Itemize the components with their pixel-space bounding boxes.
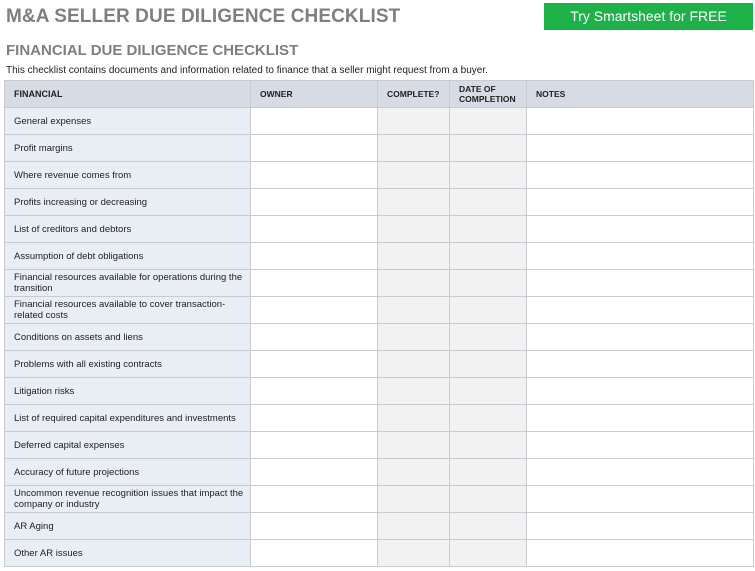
complete-cell[interactable] xyxy=(378,243,450,270)
date-of-completion-cell[interactable] xyxy=(450,162,527,189)
notes-cell[interactable] xyxy=(527,432,754,459)
checklist-item-label: Litigation risks xyxy=(5,378,251,405)
table-row xyxy=(5,540,754,567)
owner-cell[interactable] xyxy=(251,189,378,216)
complete-cell[interactable] xyxy=(378,108,450,135)
table-row xyxy=(5,135,754,162)
complete-cell[interactable] xyxy=(378,513,450,540)
table-row xyxy=(5,351,754,378)
complete-cell[interactable] xyxy=(378,189,450,216)
notes-cell[interactable] xyxy=(527,270,754,297)
owner-cell[interactable] xyxy=(251,351,378,378)
notes-cell[interactable] xyxy=(527,108,754,135)
owner-cell[interactable] xyxy=(251,108,378,135)
complete-cell[interactable] xyxy=(378,162,450,189)
notes-cell[interactable] xyxy=(527,459,754,486)
date-of-completion-cell[interactable] xyxy=(450,513,527,540)
complete-cell[interactable] xyxy=(378,459,450,486)
owner-cell[interactable] xyxy=(251,540,378,567)
checklist-item-label: Conditions on assets and liens xyxy=(5,324,251,351)
checklist-item-label: General expenses xyxy=(5,108,251,135)
date-of-completion-cell[interactable] xyxy=(450,432,527,459)
table-row xyxy=(5,162,754,189)
date-of-completion-cell[interactable] xyxy=(450,324,527,351)
notes-cell[interactable] xyxy=(527,297,754,324)
table-row xyxy=(5,270,754,297)
date-of-completion-cell[interactable] xyxy=(450,540,527,567)
date-of-completion-cell[interactable] xyxy=(450,108,527,135)
column-header-notes: NOTES xyxy=(527,81,754,108)
checklist-table xyxy=(4,80,754,567)
complete-cell[interactable] xyxy=(378,270,450,297)
checklist-item-label: List of creditors and debtors xyxy=(5,216,251,243)
checklist-item-label: Uncommon revenue recognition issues that impact the company or industry xyxy=(5,486,251,513)
notes-cell[interactable] xyxy=(527,486,754,513)
notes-cell[interactable] xyxy=(527,378,754,405)
checklist-item-label: AR Aging xyxy=(5,513,251,540)
checklist-item-label: Where revenue comes from xyxy=(5,162,251,189)
complete-cell[interactable] xyxy=(378,297,450,324)
owner-cell[interactable] xyxy=(251,513,378,540)
owner-cell[interactable] xyxy=(251,162,378,189)
column-header-complete: COMPLETE? xyxy=(378,81,450,108)
notes-cell[interactable] xyxy=(527,243,754,270)
owner-cell[interactable] xyxy=(251,459,378,486)
owner-cell[interactable] xyxy=(251,216,378,243)
section-subtitle: FINANCIAL DUE DILIGENCE CHECKLIST xyxy=(6,42,299,59)
notes-cell[interactable] xyxy=(527,216,754,243)
owner-cell[interactable] xyxy=(251,405,378,432)
table-row xyxy=(5,243,754,270)
checklist-item-label: Profit margins xyxy=(5,135,251,162)
notes-cell[interactable] xyxy=(527,162,754,189)
checklist-item-label: List of required capital expenditures and investments xyxy=(5,405,251,432)
table-row xyxy=(5,432,754,459)
notes-cell[interactable] xyxy=(527,405,754,432)
table-row xyxy=(5,459,754,486)
table-row xyxy=(5,297,754,324)
checklist-item-label: Deferred capital expenses xyxy=(5,432,251,459)
table-row xyxy=(5,405,754,432)
owner-cell[interactable] xyxy=(251,243,378,270)
table-row xyxy=(5,513,754,540)
checklist-item-label: Assumption of debt obligations xyxy=(5,243,251,270)
complete-cell[interactable] xyxy=(378,216,450,243)
table-row xyxy=(5,378,754,405)
page-title: M&A SELLER DUE DILIGENCE CHECKLIST xyxy=(6,6,401,27)
table-header-row xyxy=(5,81,754,108)
table-row xyxy=(5,108,754,135)
complete-cell[interactable] xyxy=(378,405,450,432)
date-of-completion-cell[interactable] xyxy=(450,297,527,324)
complete-cell[interactable] xyxy=(378,432,450,459)
owner-cell[interactable] xyxy=(251,135,378,162)
notes-cell[interactable] xyxy=(527,324,754,351)
try-smartsheet-button[interactable]: Try Smartsheet for FREE xyxy=(544,3,753,30)
checklist-item-label: Other AR issues xyxy=(5,540,251,567)
date-of-completion-cell[interactable] xyxy=(450,378,527,405)
table-row xyxy=(5,324,754,351)
date-of-completion-cell[interactable] xyxy=(450,486,527,513)
date-of-completion-cell[interactable] xyxy=(450,459,527,486)
section-description: This checklist contains documents and information related to finance that a seller might request from a buyer. xyxy=(6,65,488,76)
date-of-completion-cell[interactable] xyxy=(450,270,527,297)
owner-cell[interactable] xyxy=(251,432,378,459)
notes-cell[interactable] xyxy=(527,513,754,540)
column-header-owner: OWNER xyxy=(251,81,378,108)
checklist-item-label: Financial resources available for operations during the transition xyxy=(5,270,251,297)
date-of-completion-cell[interactable] xyxy=(450,243,527,270)
checklist-item-label: Financial resources available to cover transaction-related costs xyxy=(5,297,251,324)
column-header-financial: FINANCIAL xyxy=(5,81,251,108)
checklist-item-label: Accuracy of future projections xyxy=(5,459,251,486)
owner-cell[interactable] xyxy=(251,297,378,324)
complete-cell[interactable] xyxy=(378,324,450,351)
column-header-date-of-completion: DATE OF COMPLETION xyxy=(450,81,527,108)
date-of-completion-cell[interactable] xyxy=(450,405,527,432)
table-row xyxy=(5,216,754,243)
complete-cell[interactable] xyxy=(378,540,450,567)
owner-cell[interactable] xyxy=(251,270,378,297)
notes-cell[interactable] xyxy=(527,189,754,216)
date-of-completion-cell[interactable] xyxy=(450,189,527,216)
complete-cell[interactable] xyxy=(378,486,450,513)
owner-cell[interactable] xyxy=(251,378,378,405)
date-of-completion-cell[interactable] xyxy=(450,135,527,162)
complete-cell[interactable] xyxy=(378,135,450,162)
notes-cell[interactable] xyxy=(527,135,754,162)
table-row xyxy=(5,486,754,513)
date-of-completion-cell[interactable] xyxy=(450,216,527,243)
owner-cell[interactable] xyxy=(251,324,378,351)
table-row xyxy=(5,189,754,216)
notes-cell[interactable] xyxy=(527,351,754,378)
notes-cell[interactable] xyxy=(527,540,754,567)
checklist-item-label: Problems with all existing contracts xyxy=(5,351,251,378)
complete-cell[interactable] xyxy=(378,378,450,405)
complete-cell[interactable] xyxy=(378,351,450,378)
date-of-completion-cell[interactable] xyxy=(450,351,527,378)
owner-cell[interactable] xyxy=(251,486,378,513)
checklist-item-label: Profits increasing or decreasing xyxy=(5,189,251,216)
